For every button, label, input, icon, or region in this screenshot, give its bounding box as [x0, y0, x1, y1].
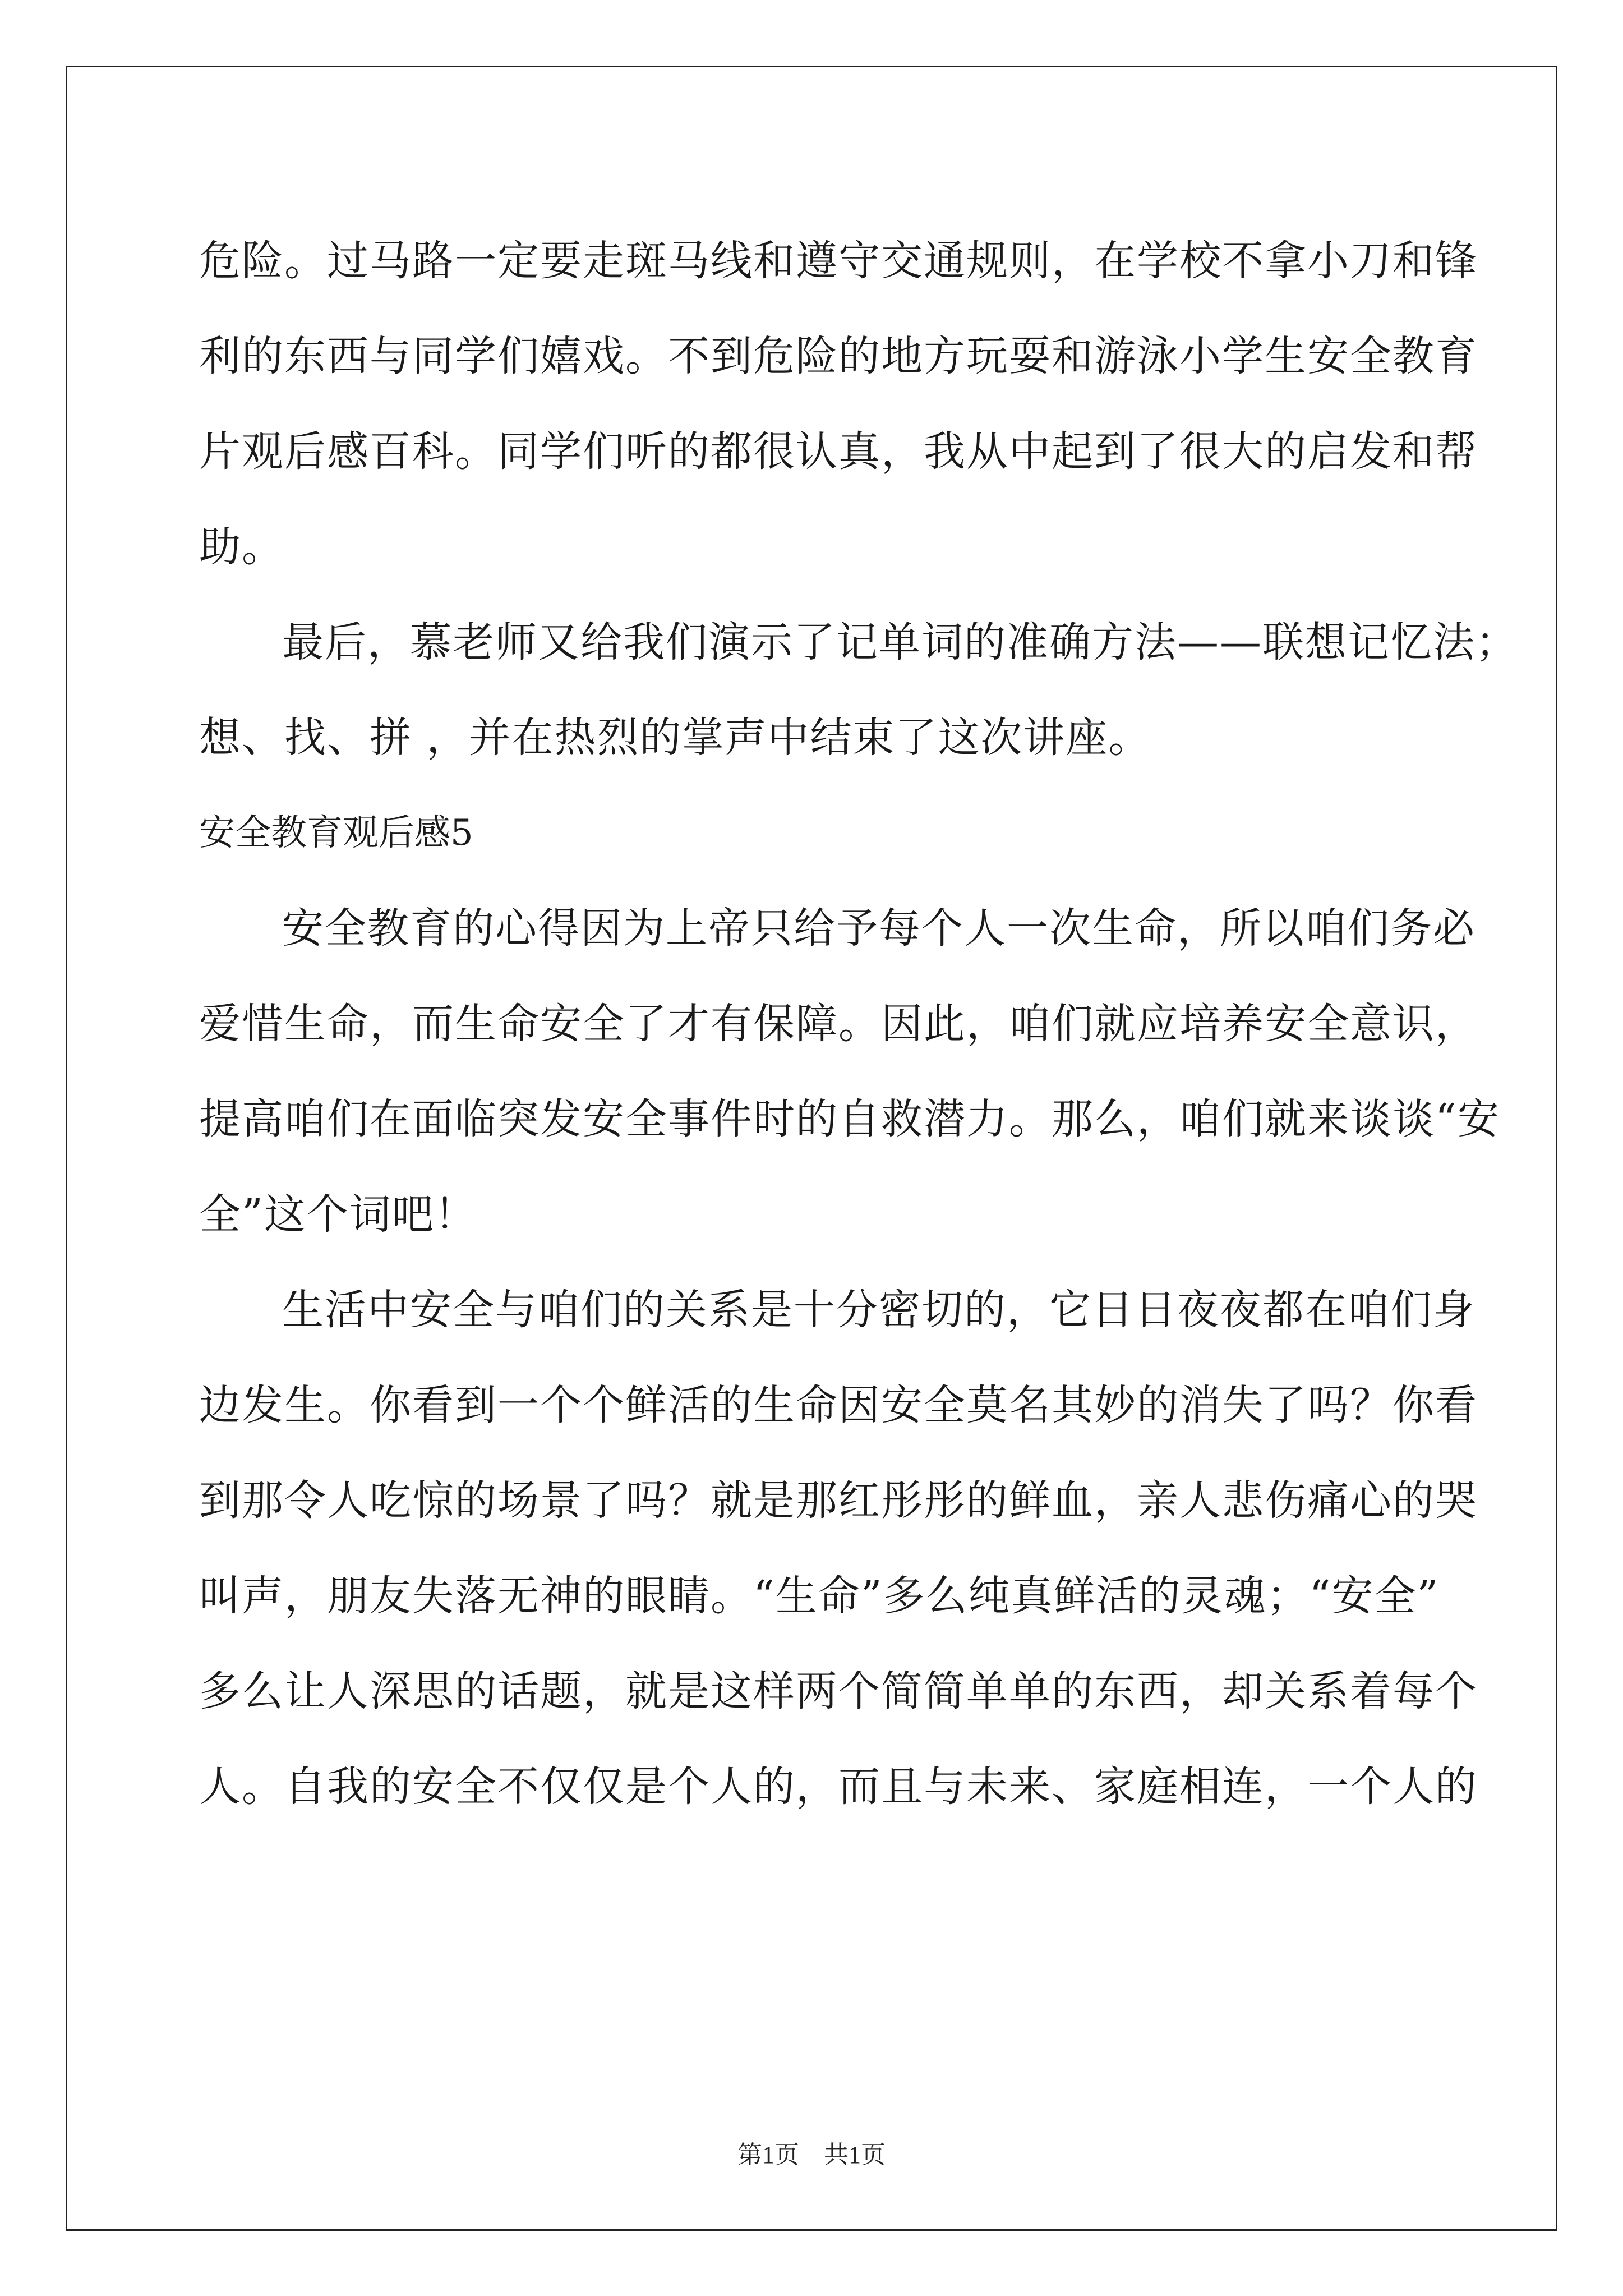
- text-line: 叫声，朋友失落无神的眼睛。“生命”多么纯真鲜活的灵魂；“安全”: [199, 1572, 1440, 1620]
- text-line: 边发生。你看到一个个鲜活的生命因安全莫名其妙的消失了吗？你看: [199, 1381, 1478, 1429]
- text-line: 全”这个词吧！: [199, 1190, 477, 1239]
- text-line: 提高咱们在面临突发安全事件时的自救潜力。那么，咱们就来谈谈“安: [199, 1095, 1500, 1143]
- document-body: [199, 213, 1518, 1834]
- text-line: 助。: [199, 523, 284, 571]
- paragraph-start-line: 最后，慕老师又给我们演示了记单词的准确方法——联想记忆法；: [282, 618, 1518, 666]
- text-line: 想、找、拼 ，并在热烈的掌声中结束了这次讲座。: [199, 714, 1151, 762]
- text-line: 人。自我的安全不仅仅是个人的，而且与未来、家庭相连，一个人的: [199, 1763, 1478, 1811]
- paragraph-start-line: 生活中安全与咱们的关系是十分密切的，它日日夜夜都在咱们身: [282, 1286, 1476, 1334]
- text-line: 片观后感百科。同学们听的都很认真，我从中起到了很大的启发和帮: [199, 427, 1478, 476]
- page-number-footer: 第1页 共1页: [737, 2141, 886, 2169]
- section-heading: 安全教育观后感5: [199, 812, 473, 854]
- text-line: 危险。过马路一定要走斑马线和遵守交通规则，在学校不拿小刀和锋: [199, 237, 1478, 285]
- text-line: 利的东西与同学们嬉戏。不到危险的地方玩耍和游泳小学生安全教育: [199, 332, 1478, 380]
- text-line: 爱惜生命，而生命安全了才有保障。因此，咱们就应培养安全意识，: [199, 1000, 1478, 1048]
- text-line: 到那令人吃惊的场景了吗？就是那红彤彤的鲜血，亲人悲伤痛心的哭: [199, 1476, 1478, 1525]
- paragraph-start-line: 安全教育的心得因为上帝只给予每个人一次生命，所以咱们务必: [282, 904, 1476, 953]
- text-line: 多么让人深思的话题，就是这样两个简简单单的东西，却关系着每个: [199, 1667, 1478, 1715]
